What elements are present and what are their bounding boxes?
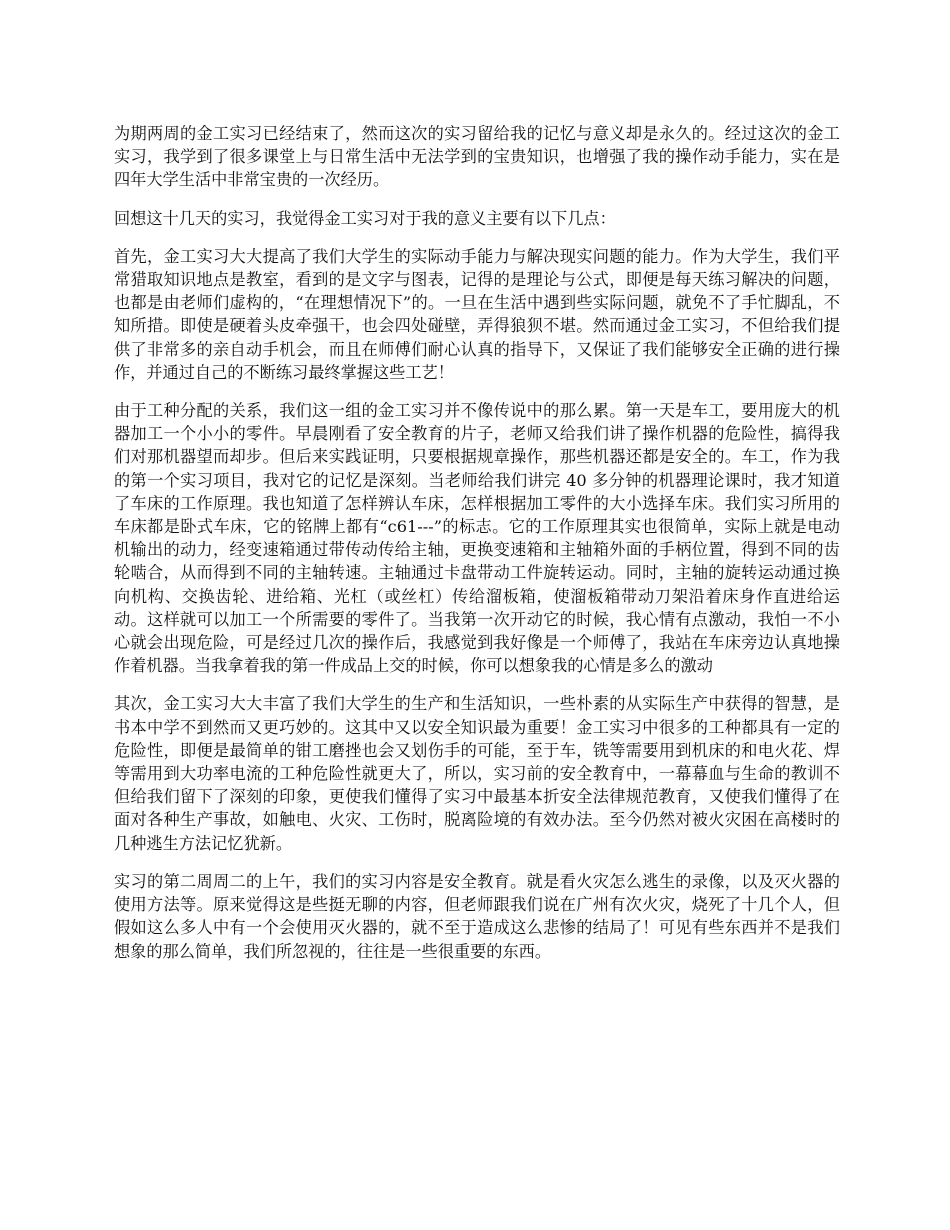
- paragraph-intro: 为期两周的金工实习已经结束了，然而这次的实习留给我的记忆与意义却是永久的。经过这次的金工实习，我学到了很多课堂上与日常生活中无法学到的宝贵知识，也增强了我的操作动手能力，实在是四年大学生活中非常宝贵的一次经历。: [114, 124, 840, 190]
- document-body: [114, 122, 840, 978]
- paragraph-first-point: 首先，金工实习大大提高了我们大学生的实际动手能力与解决现实问题的能力。作为大学生，我们平常猎取知识地点是教室，看到的是文字与图表，记得的是理论与公式，即便是每天练习解决的问题，也都是由老师们虚构的，“在理想情况下”的。一旦在生活中遇到些实际问题，就免不了手忙脚乱，不知所措。即使是硬着头皮牵强干，也会四处碰壁，弄得狼狈不堪。然而通过金工实习，不但给我们提供了非常多的亲自动手机会，而且在师傅们耐心认真的指导下，又保证了我们能够安全正确的进行操作，并通过自己的不断练习最终掌握这些工艺！: [114, 246, 840, 382]
- paragraph-lathe-work: 由于工种分配的关系，我们这一组的金工实习并不像传说中的那么累。第一天是车工，要用庞大的机器加工一个小小的零件。早晨刚看了安全教育的片子，老师又给我们讲了操作机器的危险性，搞得我们对那机器望而却步。但后来实践证明，只要根据规章操作，那些机器还都是安全的。车工，作为我的第一个实习项目，我对它的记忆是深刻。当老师给我们讲完 40 多分钟的机器理论课时，我才知道了车床的工作原理。我也知道了怎样辨认车床，怎样根据加工零件的大小选择车床。我们实习所用的车床都是卧式车床，它的铭牌上都有“c61---”的标志。它的工作原理其实也很简单，实际上就是电动机输出的动力，经变速箱通过带传动传给主轴，更换变速箱和主轴箱外面的手柄位置，得到不同的齿轮啮合，从而得到不同的主轴转速。主轴通过卡盘带动工件旋转运动。同时，主轴的旋转运动通过换向机构、交换齿轮、进给箱、光杠（或丝杠）传给溜板箱，使溜板箱带动刀架沿着床身作直进给运动。这样就可以加工一个所需要的零件了。当我第一次开动它的时候，我心情有点激动，我怕一不小心就会出现危险，可是经过几次的操作后，我感觉到我好像是一个师傅了，我站在车床旁边认真地操作着机器。当我拿着我的第一件成品上交的时候，你可以想象我的心情是多么的激动: [114, 401, 840, 676]
- paragraph-safety-education: 实习的第二周周二的上午，我们的实习内容是安全教育。就是看火灾怎么逃生的录像，以及灭火器的使用方法等。原来觉得这是些挺无聊的内容，但老师跟我们说在广州有次火灾，烧死了十几个人，但假如这么多人中有一个会使用灭火器的，就不至于造成这么悲惨的结局了！可见有些东西并不是我们想象的那么简单，我们所忽视的，往往是一些很重要的东西。: [114, 871, 840, 961]
- paragraph-recall: 回想这十几天的实习，我觉得金工实习对于我的意义主要有以下几点：: [114, 208, 616, 228]
- paragraph-second-point: 其次，金工实习大大丰富了我们大学生的生产和生活知识，一些朴素的从实际生产中获得的智慧，是书本中学不到然而又更巧妙的。这其中又以安全知识最为重要！金工实习中很多的工种都具有一定的危险性，即便是最简单的钳工磨挫也会又划伤手的可能，至于车，铣等需要用到机床的和电火花、焊等需用到大功率电流的工种危险性就更大了，所以，实习前的安全教育中，一幕幕血与生命的教训不但给我们留下了深刻的印象，更使我们懂得了实习中最基本折安全法律规范教育，又使我们懂得了在面对各种生产事故，如触电、火灾、工伤时，脱离险境的有效办法。至今仍然对被火灾困在高楼时的几种逃生方法记忆犹新。: [114, 694, 840, 853]
